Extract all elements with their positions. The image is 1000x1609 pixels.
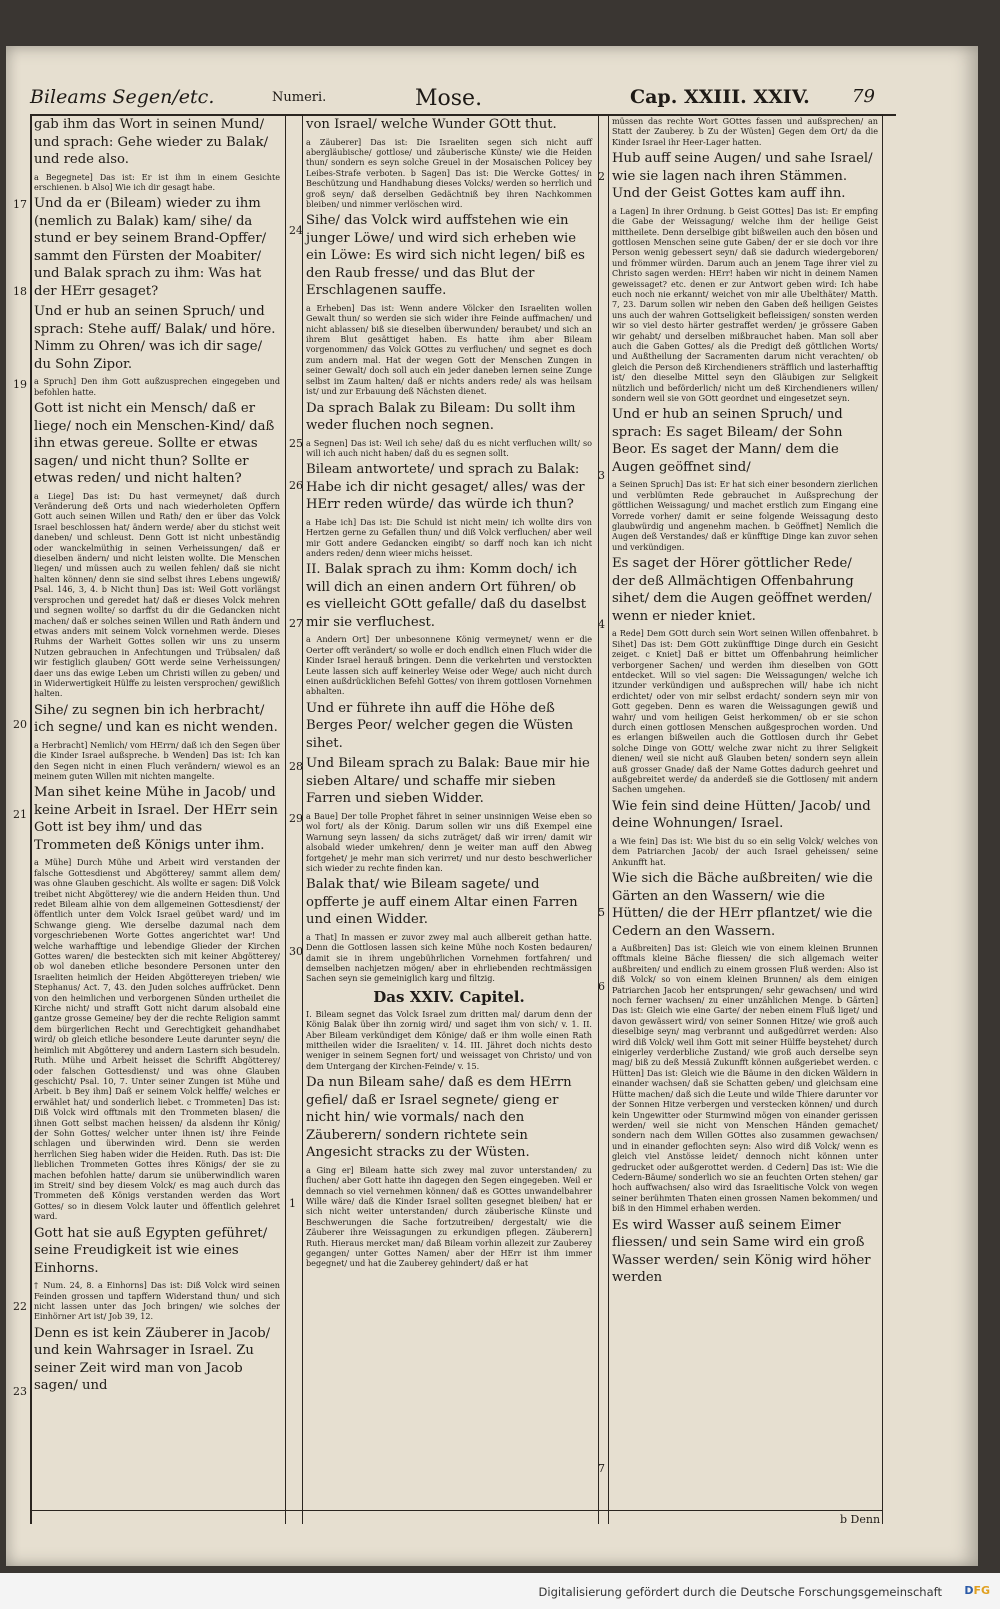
verse-text: II. Balak sprach zu ihm: Komm doch/ ich will dich an einen andern Ort führen/ ob es vielleicht GOtt gefalle/ daß du daselbst mir sie verfluchest. bbox=[306, 562, 587, 630]
gloss-note: a Erheben] Das ist: Wenn andere Völcker den Israeliten wollen Gewalt thun/ so werden sie sich wider ihre Feinde auffmachen/ und nicht ablassen/ biß sie dieselben überwunden/ beraubet/ und sich an ihrem Blut gesättiget haben. Es hatte ihm aber Bileam vorgenommen/ das Volck GOttes zu verfluchen/ und segnet es doch zum andern mal. Hat der wegen Gott der Menschen Zungen in seiner Gewalt/ doch soll auch ein jeder daneben lernen seine Zunge selbst im Zaum halten/ daß er nichts anders rede/ als was heilsam ist/ und zur Erbauung deß Nächsten dienet. bbox=[306, 302, 592, 397]
verse-text: Und er hub an seinen Spruch/ und sprach: Stehe auff/ Balak/ und höre. Nimm zu Ohren/ was ich dir sage/ du Sohn Zipor. bbox=[34, 304, 276, 372]
verse-number: 20 bbox=[13, 718, 27, 731]
header-chapter: Cap. XXIII. XXIV. bbox=[630, 86, 810, 108]
gloss-note: müssen das rechte Wort GOttes fassen und außsprechen/ an Statt der Zauberey. b Zu der Wüsten] Gegen dem Ort/ da die Kinder Israel ihr Heer-Lager hatten. bbox=[612, 116, 878, 147]
verse-number: 21 bbox=[13, 808, 27, 821]
header-book: Numeri. bbox=[272, 90, 327, 105]
verse-text: Da nun Bileam sahe/ daß es dem HErrn gefiel/ daß er Israel segnete/ gieng er nicht hin/ wie vormals/ nach den Zäuberern/ sondern richtete sein Angesicht stracks zu der Wüsten. bbox=[306, 1075, 572, 1161]
verse-number: 7 bbox=[598, 1462, 605, 1475]
gloss-note: a Mühe] Durch Mühe und Arbeit wird verstanden der falsche Gottesdienst und Abgötterey/ sammt allem dem/ was ohne Glauben geschicht. Als wollte er sagen: Diß Volck treibet nicht Abgötterey/ wie die andern Heiden thun. Und redet Bileam alhie von dem allgemeinen Gottesdienst/ der öffentlich unter dem Volck Israel geübet ward/ und im Schwange gieng. Wie derselbe dazumal nach dem vorgeschriebenen Worte Gottes angerichtet war! Und welche warhafftige und lebendige Glieder der Kirchen Gottes waren/ die besteckten sich mit keiner Abgötterey/ ob wol daneben etliche besondere Personen unter den Israeliten heimlich der Heiden Abgöttereyen trieben/ wie Stephanus/ Act. 7, 43. den Juden solches auffrücket. Denn von den heimlichen und verborgenen Sünden urtheilet die Kirche nicht/ und strafft Gott nicht darum alsobald eine gantze grosse Gemeine/ bey der die rechte Religion sammt dem bürgerlichen Recht und Gerechtigkeit gehandhabet wird/ ob gleich etliche besondere Leute darunter seyn/ die heimlich mit Abgötterey und andern Lastern sich besudeln. Ruth. Mühe und Arbeit heisset die Schrifft Abgötterey/ oder falschen Gottesdienst/ und was ohne Glauben geschicht/ Psal. 10, 7. Unter seiner Zungen ist Mühe und Arbeit. b Bey ihm] Daß er seinem Volck helffe/ welches er erwählet hat/ und sonderlich liebet. c Trommeten] Das ist: Diß Volck wird offtmals mit den Trommeten blasen/ die ihnen Gott selbst machen heissen/ da alsdenn ihr König/ der Sohn Gottes/ welcher unter ihnen ist/ ihre Feinde schlagen und überwinden wird. Denn sie werden herrlichen Sieg haben wider die Heiden. Ruth. Das ist: Die lieblichen Trommeten Gottes ihres Königs/ der sie zu machen befohlen hatte/ darum sie unüberwindlich waren im Streit/ sind bey diesem Volck/ es mag auch durch das Trommeten deß Königs verstanden werden das Wort Gottes/ so in diesem Volck lauter und öffentlich gelehret ward. bbox=[34, 857, 280, 1222]
verse-number: 24 bbox=[289, 224, 303, 237]
verse-text: Sihe/ das Volck wird auffstehen wie ein junger Löwe/ und wird sich erheben wie ein Löwe: Es wird sich nicht legen/ biß es den Raub fresse/ und das Blut der Erschlagenen sauffe. bbox=[306, 213, 585, 299]
verse-text: Es wird Wasser auß seinem Eimer fliessen/ und sein Same wird ein groß Wasser werden/ sein König wird höher werden bbox=[612, 1217, 871, 1286]
gloss-note: a Liege] Das ist: Du hast vermeynet/ daß durch Veränderung deß Orts und nach wiederholeten Opffern Gott auch seinen Willen und Rath/ den er über das Volck Israel beschlossen hat/ ändern werde/ aber du stichst weit daneben/ und schleust. Denn Gott ist nicht unbeständig oder wanckelmüthig in seinen Verheissungen/ daß er dieselben ändern/ und nicht leisten wollte. Die Menschen liegen/ und müssen auch zu weilen fehlen/ daß sie nicht halten können/ denn sie sind selbst ihres Lebens ungewiß/ Psal. 146, 3, 4. b Nicht thun] Das ist: Weil Gott vorlängst versprochen und geredet hat/ daß er dieses Volck mehren und segnen wollte/ so darffst du dir die Gedancken nicht machen/ daß er solches seinen Willen und Rath ändern und etwas anders mit seinem Volck vornehmen werde. Dieses Ruhms der Warheit Gottes sollen wir uns zu unserm Nutzen gebrauchen in Anfechtungen und Trübsalen/ daß wir festiglich glauben/ GOtt werde seine Verheissungen/ daer uns das ewige Leben um Christi willen zu geben/ und in Widerwertigkeit Hülffe zu leisten versprochen/ gewißlich halten. bbox=[34, 490, 280, 699]
verse-text: Da sprach Balak zu Bileam: Du sollt ihm weder fluchen noch segnen. bbox=[306, 400, 576, 433]
gloss-note: a Segnen] Das ist: Weil ich sehe/ daß du es nicht verfluchen willt/ so will ich auch nicht haben/ daß du es segnen sollt. bbox=[306, 437, 592, 458]
verse-number: 2 bbox=[598, 170, 605, 183]
gloss-note: a That] In massen er zuvor zwey mal auch allbereit gethan hatte. Denn die Gottlosen lassen sich keine Mühe noch Kosten bedauren/ damit sie in ihrem ungebührlichen Vornehmen fortfahren/ und demselben nachjetzen mögen/ aber in ehrliebenden rechtmässigen Sachen seyn sie gemeiniglich karg und filtzig. bbox=[306, 931, 592, 984]
left-frame-rule bbox=[30, 114, 32, 1524]
gloss-note: a Seinen Spruch] Das ist: Er hat sich einer besondern zierlichen und verblümten Rede gebrauchet in Außsprechung der göttlichen Weissagung/ und machet erstlich zum Eingang eine Vorrede vorher/ damit er seine folgende Weissagung desto glaubwürdig und angenehm machen. b Geöffnet] Nemlich die Augen deß Verstandes/ daß er künfftige Dinge kan zuvor sehen und verkündigen. bbox=[612, 479, 878, 552]
gloss-note: a Lagen] In ihrer Ordnung. b Geist GOttes] Das ist: Er empfing die Gabe der Weissagung/ welche ihm der heilige Geist mittheilete. Denn derselbige gibt bißweilen auch den bösen und gottlosen Menschen seine gute Gaben/ der er sie doch vor ihre Person wenig gebessert seyn/ daß sie dadurch wiedergeboren/ und frömmer würden. Darum auch an jenem Tage ihrer viel zu Christo sagen werden: HErr! haben wir nicht in deinem Namen geweissaget? etc. denen er zur Antwort geben wird: Ich habe euch noch nie erkannt/ weichet von mir alle Ubelthäter/ Matth. 7, 23. Darum sollen wir neben den Gaben deß heiligen Geistes uns auch der wahren Gottseligkeit befleissigen/ sonsten werden wir so viel desto härter gestraffet werden/ je grössere Gaben wir gehabt/ und derselben mißbrauchet haben. Man soll aber auch die Gaben Gottes/ als die Predigt deß göttlichen Worts/ und Außtheilung der Sacramenten darum nicht verachten/ ob gleich die Person deß Kirchendieners sträfflich und lasterhafftig ist/ den dieselbe Mittel seyn den Gläubigen zur Seligkeit nützlich und beförderlich/ nicht um deß Kirchendieners willen/ sondern weil sie von GOtt geordnet und eingesetzet seyn. bbox=[612, 205, 878, 404]
dfg-logo bbox=[964, 1584, 990, 1597]
gloss-note: † Num. 24, 8. a Einhorns] Das ist: Diß Volck wird seinen Feinden grossen und tapffern Widerstand thun/ und sich nicht lassen unter das Joch bringen/ wie solches der Einhörner Art ist/ Job 39, 12. bbox=[34, 1280, 280, 1322]
header-left: Bileams Segen/etc. bbox=[30, 86, 215, 108]
verse-text: Und er hub an seinen Spruch/ und sprach: Es saget Bileam/ der Sohn Beor. Es saget der Mann/ dem die Augen geöffnet sind/ bbox=[612, 407, 843, 475]
verse-number: 4 bbox=[598, 618, 605, 631]
verse-text: gab ihm das Wort in seinen Mund/ und sprach: Gehe wieder zu Balak/ und rede also. bbox=[34, 117, 269, 167]
verse-number: 5 bbox=[598, 906, 605, 919]
bottom-rule bbox=[30, 1510, 882, 1511]
text-column-left bbox=[34, 116, 280, 1398]
verse-text: Wie sich die Bäche außbreiten/ wie die Gärten an den Wassern/ wie die Hütten/ die der HErr pflantzet/ wie die Cedern an den Wassern. bbox=[612, 871, 873, 939]
verse-text: Denn es ist kein Zäuberer in Jacob/ und kein Wahrsager in Israel. Zu seiner Zeit wird man von Jacob sagen/ und bbox=[34, 1325, 271, 1394]
verse-number: 25 bbox=[289, 437, 303, 450]
verse-text: Und da er (Bileam) wieder zu ihm (nemlich zu Balak) kam/ sihe/ da stund er bey seinem Brand-Opffer/ sammt den Fürsten der Moabiter/ und Balak sprach zu ihm: Was hat der HErr gesaget? bbox=[34, 196, 267, 299]
verse-number: 22 bbox=[13, 1300, 27, 1313]
digitization-footer bbox=[0, 1573, 1000, 1609]
gloss-note: a Ging er] Bileam hatte sich zwey mal zuvor unterstanden/ zu fluchen/ aber Gott hatte ihn dagegen den Segen eingegeben. Weil er demnach so viel vernehmen können/ daß es GOttes unwandelbahrer Wille wäre/ daß die Kinder Israel sollten gesegnet bleiben/ hat er sich nicht weiter unterstanden/ durch zäuberische Künste und Beschwerungen die Sache fortzutreiben/ dergestalt/ wie die Zäuberer ihre Weissagungen zu erkundigen pflegen. Zäuberern] Ruth. Hieraus mercket man/ daß Bileam vorhin allezeit zur Zauberey gegangen/ unter Gottes Namen/ aber der HErr ist ihm immer begegnet/ und hat die Zauberey gehindert/ daß er hat bbox=[306, 1164, 592, 1269]
gloss-note: a Außbreiten] Das ist: Gleich wie von einem kleinen Brunnen offtmals kleine Bäche fliessen/ die sich allgemach weiter außbreiten/ und endlich zu einem grossen Fluß werden: Also ist diß Volck/ so von einem kleinen Brunnen/ als dem einigen Patriarchen Jacob her entsprungen/ sehr gewachsen/ und wird noch ferner wachsen/ zu einer unzählichen Menge. b Gärten] Das ist: Gleich wie eine Garte/ der neben einem Fluß liget/ und davon gewässert wird/ von seiner Sonnen Hitze/ wie groß auch dieselbige seyn/ mag verbrannt und außgedürret werden: Also wird diß Volck/ weil ihm Gott mit seiner Hülffe beystehet/ durch einigerley verderbliche Zustand/ wie groß auch derselbe seyn mag/ biß zu deß Messiä Zukunfft können außgeriebet werden. c Hütten] Das ist: Gleich wie die Bäume in den dicken Wäldern in einander wachsen/ daß sie Schatten geben/ und gleichsam eine Hütte machen/ daß sich die Leute und wilde Thiere darunter vor der Sonnen Hitze verbergen und verstecken können/ und durch kein Ungewitter oder Sturmwind mögen von einander gerissen werden/ weil sie nicht von Menschen Händen gemachet/ sondern nach dem Willen GOttes also zusammen gewachsen/ und in einander geflochten seyn: Also wird diß Volck/ wenn es gleich viel Anstösse leidet/ dennoch nicht können unter gedrucket oder außgerottet werden. d Cedern] Das ist: Wie die Cedern-Bäume/ sonderlich wo sie an feuchten Orten stehen/ gar hoch auffwachsen/ also wird das Israelitische Volck von wegen seiner berühmten Thaten einen grossen Namen bekommen/ und biß in den Himmel erhaben werden. bbox=[612, 943, 879, 1214]
verse-number: 27 bbox=[289, 617, 303, 630]
column-divider-1 bbox=[285, 114, 286, 1524]
verse-text: Sihe/ zu segnen bin ich herbracht/ ich segne/ und kan es nicht wenden. bbox=[34, 702, 278, 736]
right-frame-rule bbox=[882, 114, 883, 1524]
gloss-note: a Spruch] Den ihm Gott außzusprechen eingegeben und befohlen hatte. bbox=[34, 376, 280, 397]
gloss-note: a Habe ich] Das ist: Die Schuld ist nicht mein/ ich wollte dirs von Hertzen gerne zu Gefallen thun/ und diß Volck verfluchen/ aber weil mir Gott andere Gedancken eingibt/ so darff noch kan ich nicht anders reden/ denn wieer michs heisset. bbox=[306, 516, 592, 559]
verse-text: Balak that/ wie Bileam sagete/ und opfferte je auff einem Altar einen Farren und einen Widder. bbox=[306, 877, 578, 928]
verse-text: von Israel/ welche Wunder GOtt thut. bbox=[306, 117, 557, 132]
verse-text: Gott ist nicht ein Mensch/ daß er liege/ noch ein Menschen-Kind/ daß ihn etwas gereue. Sollte er etwas sagen/ und nicht thun? Sollte er etwas reden/ und nicht halten? bbox=[34, 401, 275, 487]
verse-number: 23 bbox=[13, 1385, 27, 1398]
verse-number: 30 bbox=[289, 945, 303, 958]
dfg-logo-letter: D bbox=[964, 1584, 974, 1597]
chapter-heading: Das XXIV. Capitel. bbox=[373, 987, 525, 1006]
gloss-note: a Baue] Der tolle Prophet fähret in seiner unsinnigen Weise eben so wol fort/ als der König. Darum sollen wir uns diß Exempel eine Warnung seyn lassen/ da sichs zuträget/ daß wir irren/ damit wir alsobald wieder umkehren/ denn je weiter man auff den Abweg fortgehet/ je mehr man sich verirret/ und nur desto beschwerlicher sich wieder zu rechte finden kan. bbox=[306, 810, 592, 873]
gloss-note: a Herbracht] Nemlich/ vom HErrn/ daß ich den Segen über die Kinder Israel außspreche. b Wenden] Das ist: Ich kan den Segen nicht in einen Fluch verändern/ wiewol es an meinem guten Willen mit nichten mangelte. bbox=[34, 739, 280, 781]
verse-number: 1 bbox=[289, 1197, 296, 1210]
running-header bbox=[30, 86, 895, 114]
verse-number: 28 bbox=[289, 760, 303, 773]
funding-notice: Digitalisierung gefördert durch die Deutsche Forschungsgemeinschaft bbox=[538, 1585, 942, 1599]
text-column-right bbox=[612, 116, 878, 1290]
gloss-note: a Wie fein] Das ist: Wie bist du so ein selig Volck/ welches von dem Patriarchen Jacob/ der auch Israel geheissen/ seine Ankunfft hat. bbox=[612, 835, 878, 867]
gloss-note: a Begegnete] Das ist: Er ist ihm in einem Gesichte erschienen. b Also] Wie ich dir gesagt habe. bbox=[34, 171, 280, 192]
verse-text: Es saget der Hörer göttlicher Rede/ der deß Allmächtigen Offenbahrung sihet/ dem die Augen geöffnet werden/ wenn er nieder kniet. bbox=[612, 556, 872, 624]
column-divider-2 bbox=[598, 114, 599, 1524]
gloss-note: a Rede] Dem GOtt durch sein Wort seinen Willen offenbahret. b Sihet] Das ist: Dem GOtt zukünfftige Dinge durch ein Gesicht zeiget. c Kniet] Daß er bittet um Offenbahrung heimlicher verborgener Sachen/ und werden ihm dieselben von GOtt entdecket. Will so viel sagen: Die Weissagungen/ welche ich itzunder verkündigen und außsprechen will/ habe ich nicht erdichtet/ oder von mir selbst erdacht/ sondern seyn mir von Gott gegeben. Denn es waren die Weissagungen gewiß und wahr/ und vom heiligen Geist herkommen/ ob er sie schon durch einen gottlosen Menschen außgesprochen worden. Und es erlangen bißweilen auch die Gottlosen durch ihr Gebet solche Dinge von GOtt/ welche zwar nicht zu ihrer Seligkeit dienen/ weil sie nicht auß Glauben beten/ sondern seyn allein auß grosser Gnade/ daß der Name Gottes dadurch geehret und außgebreitet werde/ da anderdeß sie die Gottlosen/ mit andern Sachen umgehen. bbox=[612, 628, 878, 795]
verse-text: Bileam antwortete/ und sprach zu Balak: Habe ich dir nicht gesaget/ alles/ was der HErr reden würde/ das würde ich thun? bbox=[306, 462, 585, 513]
verse-text: Und er führete ihn auff die Höhe deß Berges Peor/ welcher gegen die Wüsten sihet. bbox=[306, 700, 574, 751]
verse-number: 6 bbox=[598, 980, 605, 993]
verse-number: 29 bbox=[289, 812, 303, 825]
catchword: b Denn bbox=[840, 1513, 881, 1526]
verse-number: 19 bbox=[13, 378, 27, 391]
gloss-note: a Andern Ort] Der unbesonnene König vermeynet/ wenn er die Oerter offt verändert/ so wolle er doch endlich einen Fluch wider die Kinder Israel herauß bringen. Denn die verkehrten und verstockten Leute lassen sich auff keinerley Weise oder Wege/ auch nicht durch einen außdrücklichen Befehl Gottes/ von ihrem gottlosen Vornehmen abhalten. bbox=[306, 634, 592, 697]
column-divider-2b bbox=[608, 114, 609, 1524]
verse-number: 18 bbox=[13, 285, 27, 298]
verse-number: 26 bbox=[289, 479, 303, 492]
verse-text: Man sihet keine Mühe in Jacob/ und keine Arbeit in Israel. Der HErr sein Gott ist bey ihm/ und das Trommeten deß Königs unter ihm. bbox=[34, 785, 278, 853]
dfg-logo-letters: FG bbox=[973, 1584, 990, 1597]
header-center: Mose. bbox=[415, 86, 483, 111]
page-number: 79 bbox=[852, 86, 875, 107]
verse-text: Gott hat sie auß Egypten geführet/ seine Freudigkeit ist wie eines Einhorns. bbox=[34, 1225, 268, 1276]
verse-text: Und Bileam sprach zu Balak: Baue mir hie sieben Altare/ und schaffe mir sieben Farren und sieben Widder. bbox=[306, 756, 590, 807]
gloss-note: a Zäuberer] Das ist: Die Israeliten segen sich nicht auff abergläubische/ gottlose/ und zäuberische Künste/ wie die Heiden thun/ sondern es seyn solche Greuel in der Mosaischen Policey bey Leibes-Strafe verboten. b Sagen] Das ist: Die Wercke Gottes/ in Beschützung und Handhabung dieses Volcks/ werden so herrlich und groß seyn/ daß derselben Gedächtniß bey ihren Nachkommen bleiben/ und nimmer verlöschen wird. bbox=[306, 136, 592, 209]
verse-text: Hub auff seine Augen/ und sahe Israel/ wie sie lagen nach ihren Stämmen. Und der Geist Gottes kam auff ihn. bbox=[612, 151, 873, 202]
verse-text: Wie fein sind deine Hütten/ Jacob/ und deine Wohnungen/ Israel. bbox=[612, 798, 871, 832]
verse-number: 3 bbox=[598, 469, 605, 482]
chapter-summary: I. Bileam segnet das Volck Israel zum dritten mal/ darum denn der König Balak über ihn zornig wird/ und saget ihm von sich/ v. 1. II. Aber Bileam verkündiget dem Könige/ daß er ihm wolle einen Rath mittheilen wider die Israeliten/ v. 14. III. Jähret doch nichts desto weniger in seinem Segnen fort/ und weissaget von Christo/ und von dem Untergang der Kirchen-Feinde/ v. 15. bbox=[306, 1008, 592, 1071]
verse-number: 17 bbox=[13, 198, 27, 211]
text-column-middle bbox=[306, 116, 592, 1272]
